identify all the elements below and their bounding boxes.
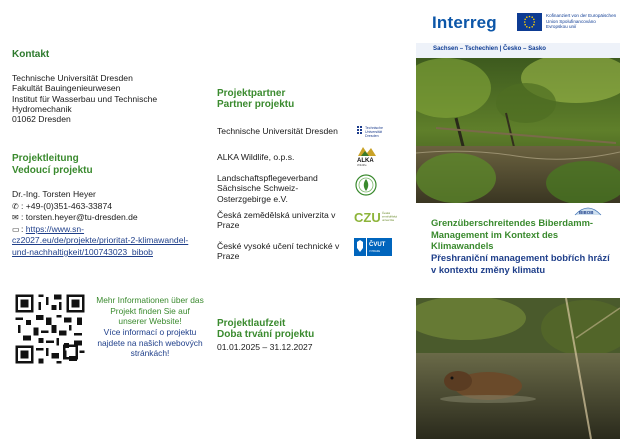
email-link[interactable]: torsten.heyer@tu-dresden.de <box>25 212 138 223</box>
qr-info-de: Mehr Informationen über das Projekt finden Sie auf unserer Website! <box>96 295 204 327</box>
address-line: Technische Universität Dresden <box>12 73 133 83</box>
vedouci-heading: Vedoucí projektu <box>12 165 93 176</box>
kontakt-heading: Kontakt <box>12 49 50 60</box>
svg-text:ČVUT: ČVUT <box>369 242 386 248</box>
leader-name: Dr.-Ing. Torsten Heyer <box>12 189 96 199</box>
email-row: ✉ : torsten.heyer@tu-dresden.de <box>12 212 138 223</box>
bibob-logo <box>573 203 603 217</box>
lpv-logo <box>354 173 378 197</box>
partner-projektu-heading: Partner projektu <box>217 99 295 110</box>
kontakt-address <box>12 73 157 124</box>
phone-icon: ✆ <box>12 201 19 211</box>
svg-text:zemědělská: zemědělská <box>382 214 397 219</box>
svg-text:V PRAZE: V PRAZE <box>369 250 381 253</box>
monitor-icon: ▭ <box>12 224 20 234</box>
doba-trvani-heading: Doba trvání projektu <box>217 329 315 340</box>
address-line: Institut für Wasserbau und Technische <box>12 93 158 104</box>
address-line: Fakultät Bauingenieurwesen <box>12 83 121 94</box>
project-dates: 01.01.2025 – 31.12.2027 <box>217 342 313 352</box>
beaver-photo <box>416 298 620 439</box>
projektleitung-heading: Projektleitung <box>12 153 79 164</box>
address-line: Hydromechanik <box>12 103 72 114</box>
svg-text:Universität: Universität <box>365 130 382 134</box>
svg-text:univerzita: univerzita <box>382 218 394 222</box>
interreg-logo: Interreg <box>432 13 497 32</box>
website-link[interactable]: https://www.sn- <box>25 223 85 234</box>
svg-text:CZU: CZU <box>354 210 381 225</box>
svg-text:Technische: Technische <box>365 126 383 130</box>
eu-cofinanced-text: Kofinanziert von der Europäischen Union Spolufinancováno Evropskou unií <box>546 13 617 30</box>
projektlaufzeit-heading: Projektlaufzeit <box>217 318 286 329</box>
qr-info-cz: Více informací o projektu najdete na našich webových stránkách! <box>97 327 203 359</box>
partner-name-czu: Česká zemědělská univerzita v Praze <box>217 210 336 231</box>
website-link-cont[interactable]: cz2027.eu/de/projekte/prioritat-2-klimawandel- <box>12 235 189 246</box>
website-link-cont[interactable]: und-nachhaltigkeit/100743023_bibob <box>12 246 153 257</box>
tud-logo <box>354 124 394 138</box>
phone-row: ✆ : +49-(0)351-463-33874 <box>12 200 113 211</box>
partner-name-lpv: Landschaftspflegeverband Sächsische Schweiz-Osterzgebirge e.V. <box>217 173 318 204</box>
partner-name-cvut: České vysoké učení technické v Praze <box>217 241 340 262</box>
mail-icon: ✉ <box>12 213 19 223</box>
qr-code[interactable] <box>13 292 87 366</box>
leitung-contact <box>12 189 188 259</box>
phone-number: +49-(0)351-463-33874 <box>25 200 113 211</box>
svg-text:Wildlife: Wildlife <box>357 163 367 167</box>
svg-text:BIBOB: BIBOB <box>579 210 594 215</box>
czu-logo <box>354 208 398 226</box>
projektpartner-heading: Projektpartner <box>217 88 286 99</box>
eu-flag-icon <box>517 13 542 31</box>
alka-logo <box>354 143 380 167</box>
region-label: Sachsen – Tschechien | Česko – Sasko <box>433 45 547 52</box>
cvut-logo <box>354 238 392 258</box>
stream-photo <box>416 58 620 203</box>
partner-name-alka: ALKA Wildlife, o.p.s. <box>217 152 295 162</box>
svg-text:ALKA: ALKA <box>357 158 374 164</box>
title-de: Grenzüberschreitendes Biberdamm-Management im Kontext des Klimawandels <box>431 217 594 252</box>
title-cz: Přeshraniční management bobřích hrází v kontextu změny klimatu <box>431 252 610 275</box>
svg-text:Česká: Česká <box>382 211 390 215</box>
web-row: ▭: https://www.sn- <box>12 223 85 234</box>
partner-name-tud: Technische Universität Dresden <box>217 126 338 136</box>
address-line: 01062 Dresden <box>12 114 71 125</box>
svg-text:Dresden: Dresden <box>365 134 379 138</box>
